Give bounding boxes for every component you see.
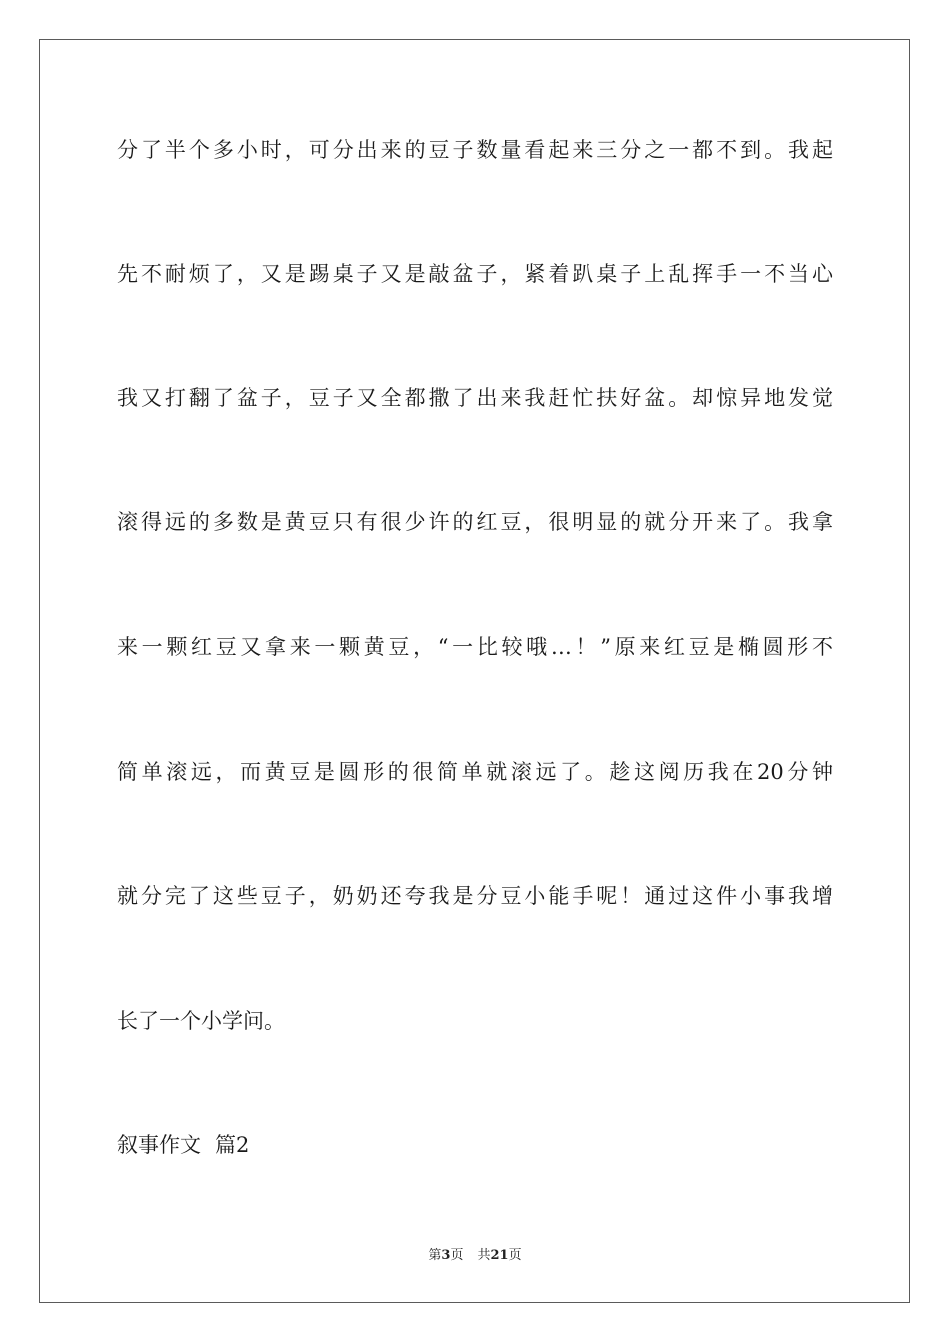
body-line-7: 就分完了这些豆子，奶奶还夸我是分豆小能手呢！通过这件小事我增 xyxy=(117,884,833,908)
page-number-suffix: 页 xyxy=(450,1248,464,1263)
page-total-suffix: 页 xyxy=(508,1248,522,1263)
page-number-current: 3 xyxy=(441,1248,451,1263)
page-footer xyxy=(0,1247,950,1265)
page-border xyxy=(39,39,910,1303)
body-line-4: 滚得远的多数是黄豆只有很少许的红豆，很明显的就分开来了。我拿 xyxy=(117,510,833,534)
section-heading xyxy=(117,1131,249,1159)
section-heading-title: 叙事作文 xyxy=(117,1133,201,1157)
body-line-1: 分了半个多小时，可分出来的豆子数量看起来三分之一都不到。我起 xyxy=(117,138,833,162)
body-line-2: 先不耐烦了，又是踢桌子又是敲盆子，紧着趴桌子上乱挥手一不当心 xyxy=(117,262,833,286)
page-number-prefix: 第 xyxy=(428,1248,442,1263)
body-line-6: 简单滚远，而黄豆是圆形的很简单就滚远了。趁这阅历我在20分钟 xyxy=(117,760,833,784)
section-heading-number: 篇2 xyxy=(215,1133,250,1157)
page-total-prefix: 共 xyxy=(477,1248,491,1263)
page-total-count: 21 xyxy=(490,1248,509,1263)
body-line-3: 我又打翻了盆子，豆子又全都撒了出来我赶忙扶好盆。却惊异地发觉 xyxy=(117,386,833,410)
body-line-8: 长了一个小学问。 xyxy=(117,1009,285,1033)
body-line-5: 来一颗红豆又拿来一颗黄豆，“一比较哦…！”原来红豆是椭圆形不 xyxy=(117,635,833,659)
